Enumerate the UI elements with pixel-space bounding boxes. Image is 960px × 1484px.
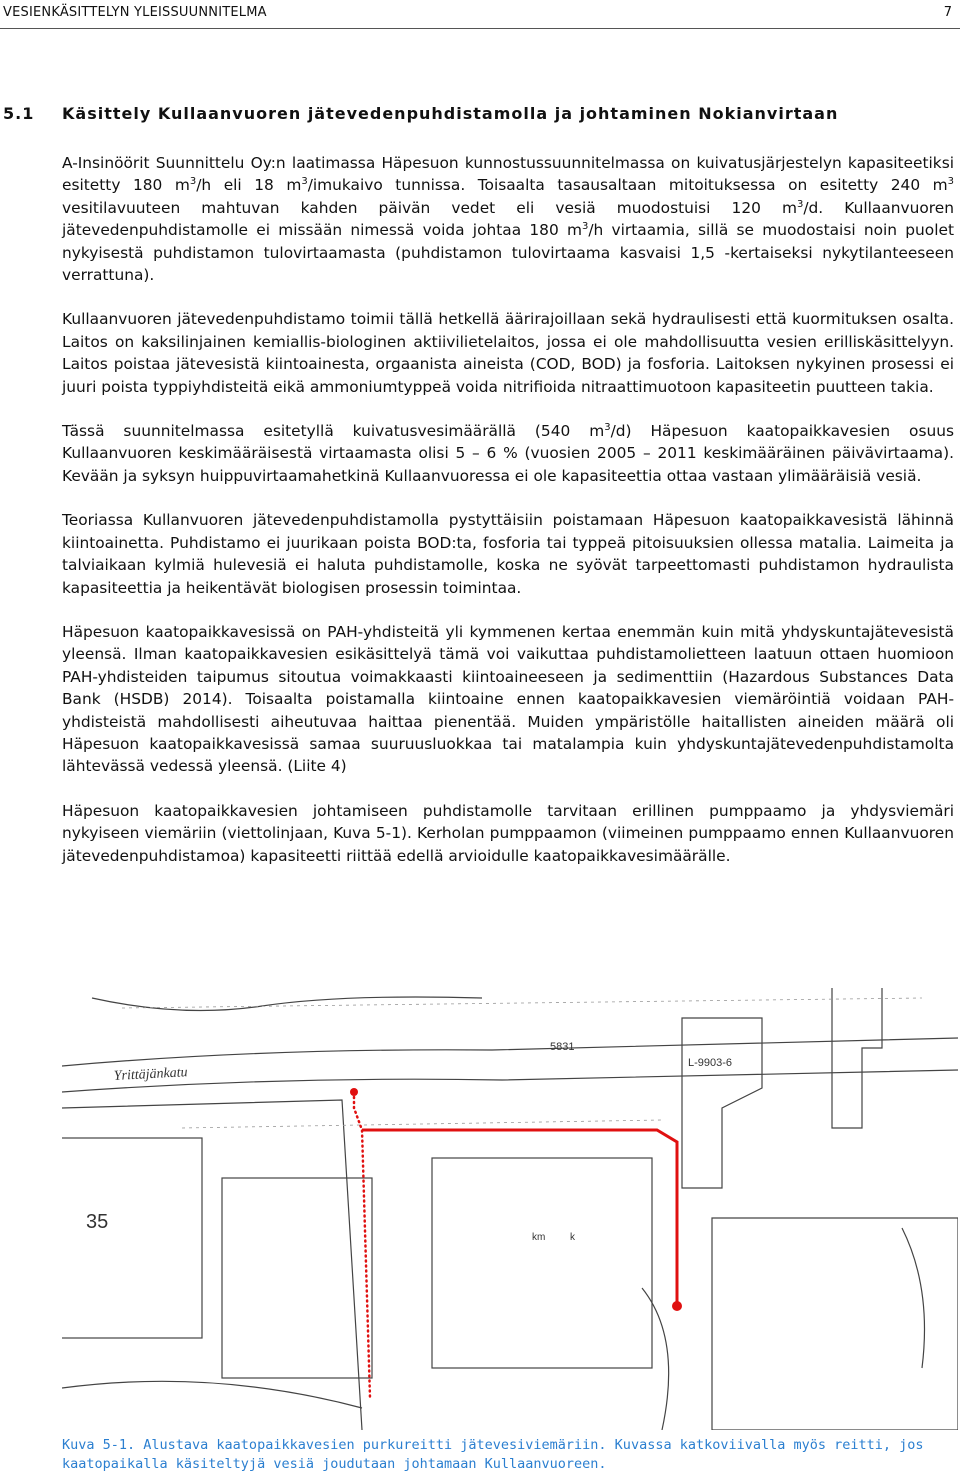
map-label-km: km <box>532 1232 546 1243</box>
paragraph-4: Teoriassa Kullanvuoren jätevedenpuhdistamolla pystyttäisiin poistamaan Häpesuon kaatopaikkavesistä lähinnä kiintoainetta. Puhdistamo ei juurikaan poista BOD:ta, fosforia tai typpeä pitoisuuksien ollessa matalia. Laimeita ja talviaikaan kylmiä hulevesiä ei haluta puhdistamolle, koska ne syövät tarpeettomasti puhdistamon hydraulista kapasiteettia ja heikentävät biologisen prosessin toimintaa. <box>62 511 954 597</box>
map-road-edge <box>62 1038 958 1066</box>
figure-caption: Kuva 5-1. Alustava kaatopaikkavesien purkureitti jätevesiviemäriin. Kuvassa katkoviivalla myös reitti, jos kaatopaikalla käsiteltyjä vesiä joudutaan johtamaan Kullaanvuoreen. <box>62 1437 924 1472</box>
map-contour <box>642 1288 669 1430</box>
discharge-route-dashed <box>354 1092 370 1398</box>
paragraph-1: A-Insinöörit Suunnittelu Oy:n laatimassa Häpesuon kunnostussuunnitelmassa on kuivatusjärjestelyn kapasiteetiksi esitetty 180 $m^3/h$ eli 18 $m^3$/imukaivo tunnissa. Toisaalta tasausaltaan mitoituksessa on esitetty 240 $m^3$ vesitilavuuteen mahtuvan kahden päivän vedet eli vesiä muodostuisi 120 $m^3/d$. Kullaanvuoren jätevedenpuhdistamolle ei missään nimessä voida johtaa 180 $m^3/h$ virtaamia, sillä se muodostaisi noin puolet nykyisestä puhdistamon tulovirtaamasta (puhdistamon tulovirtaama kasvaisi 1,5 -kertaiseksi nykytilanteeseen verrattuna). <box>62 154 955 285</box>
site-map <box>62 988 958 1430</box>
map-building-number: 35 <box>86 1211 109 1233</box>
map-contour <box>62 1381 362 1408</box>
page-number: 7 <box>943 5 952 20</box>
section-title: Käsittely Kullaanvuoren jätevedenpuhdistamolla ja johtaminen Nokianvirtaan <box>62 104 839 123</box>
map-road-edge <box>62 1070 958 1092</box>
map-plot-label: 5831 <box>550 1041 575 1053</box>
discharge-route-main <box>362 1130 677 1304</box>
map-plot-boundary <box>62 1100 362 1430</box>
paragraph-6: Häpesuon kaatopaikkavesien johtamiseen puhdistamolle tarvitaan erillinen pumppaamo ja yhdysviemäri nykyiseen viemäriin (viettolinjaan, Kuva 5-1). Kerholan pumppaamon (viimeinen pumppaamo ennen Kullaanvuoren jätevedenpuhdistamoa) kapasiteetti riittää edellä arvioidulle kaatopaikkavesimäärälle. <box>62 801 954 865</box>
paragraph-5: Häpesuon kaatopaikkavesissä on PAH-yhdisteitä yli kymmenen kertaa enemmän kuin mitä yhdyskuntajätevesistä yleensä. Ilman kaatopaikkavesien esikäsittelyä tämä voi vaikuttaa puhdistamolietteen laatuun ottaen huomioon PAH-yhdisteiden taipumus sitoutua voimakkaasti kiintoaineeseen ja sedimenttiin (Hazardous Substances Data Bank (HSDB) 2014). Toisaalta poistamalla kiintoaine ennen kaatopaikkavesien viemäröintiä voidaan PAH-yhdisteistä mahdollisesti aiheutuvaa haittaa pienentää. Muiden ympäristölle haitallisten aineiden määrä oli Häpesuon kaatopaikkavesissä samaa suuruusluokkaa tai matalampia kuin yhdyskuntajätevedenpuhdistamolta lähtevässä vedessä yleensä. (Liite 4) <box>62 622 954 776</box>
map-line-label: L-9903-6 <box>688 1057 733 1069</box>
map-street-label: Yrittäjänkatu <box>113 1065 189 1084</box>
map-building <box>712 1218 958 1430</box>
map-tree-line <box>182 1120 662 1128</box>
map-building <box>432 1158 652 1368</box>
document-title: VESIENKÄSITTELYN YLEISSUUNNITELMA <box>3 5 267 20</box>
map-label-k: k <box>570 1232 575 1243</box>
pump-station-marker <box>672 1301 682 1311</box>
map-building <box>62 1138 202 1338</box>
section-number: 5.1 <box>3 104 35 123</box>
paragraph-3: Tässä suunnitelmassa esitetyllä kuivatusvesimäärällä (540 $m^3/d$) Häpesuon kaatopaikkavesien osuus Kullaanvuoren keskimääräisestä virtaamasta olisi 5 – 6 % (vuosien 2005 – 2011 keskimääräinen päivävirtaama). Kevään ja syksyn huippuvirtaamahetkinä Kullaanvuoressa ei ole kapasiteettia ottaa vastaan ylimääräisiä vesiä. <box>62 422 955 485</box>
map-contour <box>902 1228 925 1368</box>
body-text <box>62 152 954 889</box>
page-header <box>0 0 960 29</box>
connection-point-marker <box>350 1088 358 1096</box>
map-building <box>832 988 882 1128</box>
map-building <box>222 1178 372 1378</box>
paragraph-2: Kullaanvuoren jätevedenpuhdistamo toimii tällä hetkellä äärirajoillaan sekä hydraulisesti että kuormituksen osalta. Laitos on kaksilinjainen kemiallis-biologinen aktiivilietelaitos, jossa ei ole mahdollisuutta vesien erilliskäsittelyyn. Laitos poistaa jätevesistä kiintoainesta, orgaanista aineista (COD, BOD) ja fosforia. Laitoksen nykyinen prosessi ei juuri poista typpiyhdisteitä eikä ammoniumtyppeä voida nitrifioida nitraattimuotoon kapasiteetin puutteen takia. <box>62 310 954 396</box>
map-tree-line <box>122 998 922 1008</box>
map-contour <box>92 997 482 1011</box>
